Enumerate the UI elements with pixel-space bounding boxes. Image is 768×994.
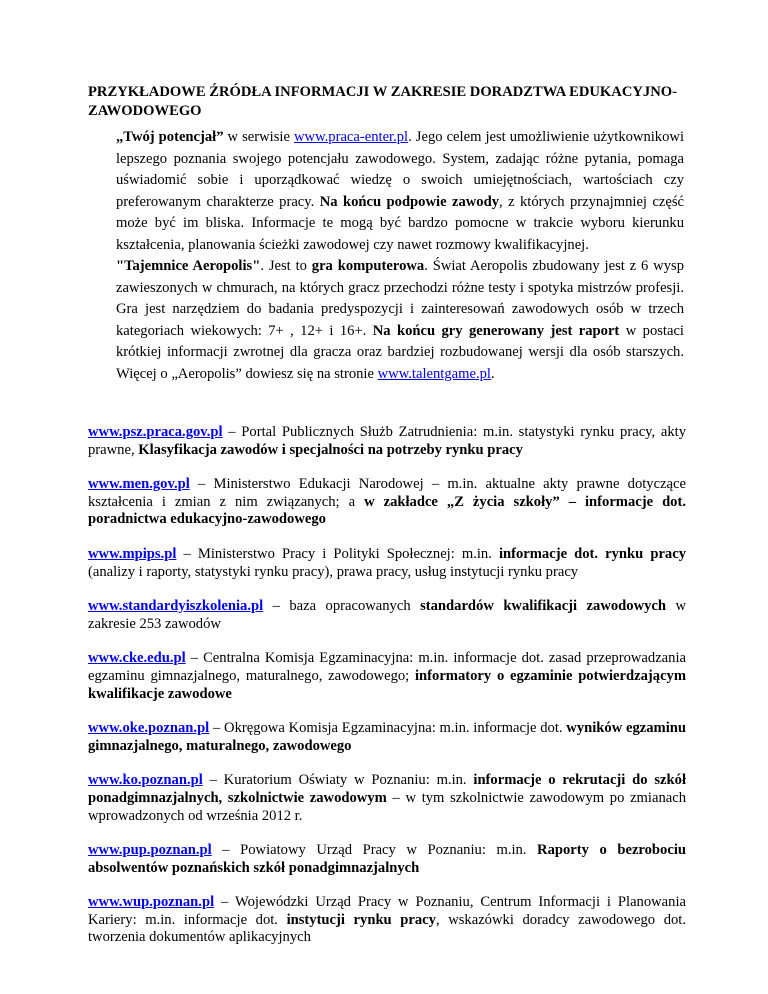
source-entry bbox=[88, 772, 686, 825]
intro-paragraph-aeropolis bbox=[116, 256, 684, 385]
source-bold-text: instytucji rynku pracy bbox=[286, 911, 436, 928]
source-entry bbox=[88, 546, 686, 581]
source-entry bbox=[88, 476, 686, 529]
source-link[interactable]: www.men.gov.pl bbox=[88, 476, 190, 493]
source-entry bbox=[88, 720, 686, 755]
intro-text: . Jego celem jest umożliwienie użytkownikowi lepszego poznania swojego potencjału zawodowego. System, zadając różne pytania, pomaga uświadomić sobie i uporządkować wiedzę o swoich umiejętnościach, wartościach czy preferowanym charakterze pracy. bbox=[116, 129, 684, 210]
source-text: , wskazówki doradcy zawodowego dot. tworzenia dokumentów aplikacyjnych bbox=[88, 911, 686, 946]
intro-bold-text: Na końcu podpowie zawody bbox=[319, 193, 499, 210]
link-talentgame[interactable]: www.talentgame.pl bbox=[377, 365, 491, 382]
intro-text: . Świat Aeropolis zbudowany jest z 6 wysp zawieszonych w chmurach, na których gracz przechodzi różne testy i spotyka mistrzów profesji. Gra jest narzędziem do badania predyspozycji i zainteresowań zawodowych osób w trzech kategoriach wiekowych: 7+ , 12+ i 16+. bbox=[116, 258, 684, 339]
source-bold-text: informacje dot. rynku pracy bbox=[498, 545, 686, 562]
source-bold-text: wyników egzaminu gimnazjalnego, maturalnego, zawodowego bbox=[88, 720, 686, 754]
source-bold-text: informacje o rekrutacji do szkół ponadgimnazjalnych, szkolnictwie zawodowym bbox=[88, 772, 686, 806]
intro-bold-text: Na końcu gry generowany jest raport bbox=[372, 322, 620, 339]
source-link[interactable]: www.pup.poznan.pl bbox=[88, 842, 212, 859]
source-link[interactable]: www.wup.poznan.pl bbox=[88, 894, 215, 911]
document-title: PRZYKŁADOWE ŹRÓDŁA INFORMACJI W ZAKRESIE DORADZTWA EDUKACYJNO-ZAWODOWEGO bbox=[88, 84, 677, 119]
link-praca-enter[interactable]: www.praca-enter.pl bbox=[293, 129, 409, 145]
source-text: w zakresie 253 zawodów bbox=[88, 598, 686, 632]
source-text: – Portal Publicznych Służb Zatrudnienia: m.in. statystyki rynku pracy, akty prawne, bbox=[88, 424, 686, 458]
intro-text: . bbox=[490, 365, 495, 382]
intro-bold-heading: "Tajemnice Aeropolis" bbox=[116, 258, 261, 274]
intro-text: w serwisie bbox=[223, 129, 294, 145]
source-text: – Okręgowa Komisja Egzaminacyjna: m.in. informacje dot. bbox=[209, 720, 567, 737]
source-bold-text: standardów kwalifikacji zawodowych bbox=[420, 598, 666, 615]
source-text: – Kuratorium Oświaty w Poznaniu: m.in. bbox=[202, 772, 474, 789]
source-text: (analizy i raporty, statystyki rynku pracy), prawa pracy, usług instytucji rynku pracy bbox=[88, 563, 579, 580]
source-entry bbox=[88, 650, 686, 703]
intro-bold-heading: „Twój potencjał” bbox=[116, 129, 224, 145]
intro-text: , z których przynajmniej część może być im bliska. Informacje te mogą być bardzo pomocne w trakcie wyboru kierunku kształcenia, planowania ścieżki zawodowej czy nawet rozmowy kwalifikacyjnej. bbox=[116, 193, 684, 253]
intro-bold-text: gra komputerowa bbox=[311, 258, 425, 274]
intro-section bbox=[116, 127, 684, 385]
source-bold-text: Klasyfikacja zawodów i specjalności na potrzeby rynku pracy bbox=[138, 441, 523, 458]
source-link[interactable]: www.cke.edu.pl bbox=[88, 650, 186, 667]
source-link[interactable]: www.standardyiszkolenia.pl bbox=[88, 598, 264, 615]
source-bold-text: Raporty o bezrobociu absolwentów poznańskich szkół ponadgimnazjalnych bbox=[88, 842, 686, 876]
source-list bbox=[88, 424, 686, 947]
intro-text: . Jest to bbox=[260, 258, 312, 274]
intro-paragraph-twoj-potencjal bbox=[116, 127, 684, 256]
source-entry bbox=[88, 894, 686, 947]
source-entry bbox=[88, 598, 686, 633]
source-text: – Ministerstwo Edukacji Narodowej – m.in. aktualne akty prawne dotyczące kształcenia i zmian z nim związanych; a bbox=[88, 476, 686, 510]
source-link[interactable]: www.psz.praca.gov.pl bbox=[88, 424, 223, 440]
source-link[interactable]: www.oke.poznan.pl bbox=[88, 720, 210, 737]
intro-text: w postaci krótkiej informacji zwrotnej dla gracza oraz bardziej rozbudowanej wersji dla osób starszych. Więcej o „Aeropolis” dowiesz się na stronie bbox=[116, 322, 684, 382]
source-link[interactable]: www.ko.poznan.pl bbox=[88, 772, 203, 789]
source-bold-text: w zakładce „Z życia szkoły” – informacje dot. poradnictwa edukacyjno-zawodowego bbox=[88, 493, 686, 528]
source-text: – Wojewódzki Urząd Pracy w Poznaniu, Centrum Informacji i Planowania Kariery: m.in. informacje dot. bbox=[88, 894, 686, 928]
source-text: – Ministerstwo Pracy i Polityki Społecznej: m.in. bbox=[176, 545, 499, 562]
source-text: – w tym szkolnictwie zawodowym po zmianach wprowadzonych od września 2012 r. bbox=[88, 789, 686, 824]
source-entry bbox=[88, 842, 686, 877]
source-text: – baza opracowanych bbox=[263, 598, 421, 615]
source-text: – Powiatowy Urząd Pracy w Poznaniu: m.in. bbox=[211, 842, 538, 859]
source-link[interactable]: www.mpips.pl bbox=[88, 545, 177, 562]
source-bold-text: informatory o egzaminie potwierdzającym kwalifikacje zawodowe bbox=[88, 667, 686, 702]
source-text: – Centralna Komisja Egzaminacyjna: m.in. informacje dot. zasad przeprowadzania egzaminu gimnazjalnego, maturalnego, zawodowego; bbox=[88, 650, 686, 684]
source-entry bbox=[88, 424, 686, 459]
